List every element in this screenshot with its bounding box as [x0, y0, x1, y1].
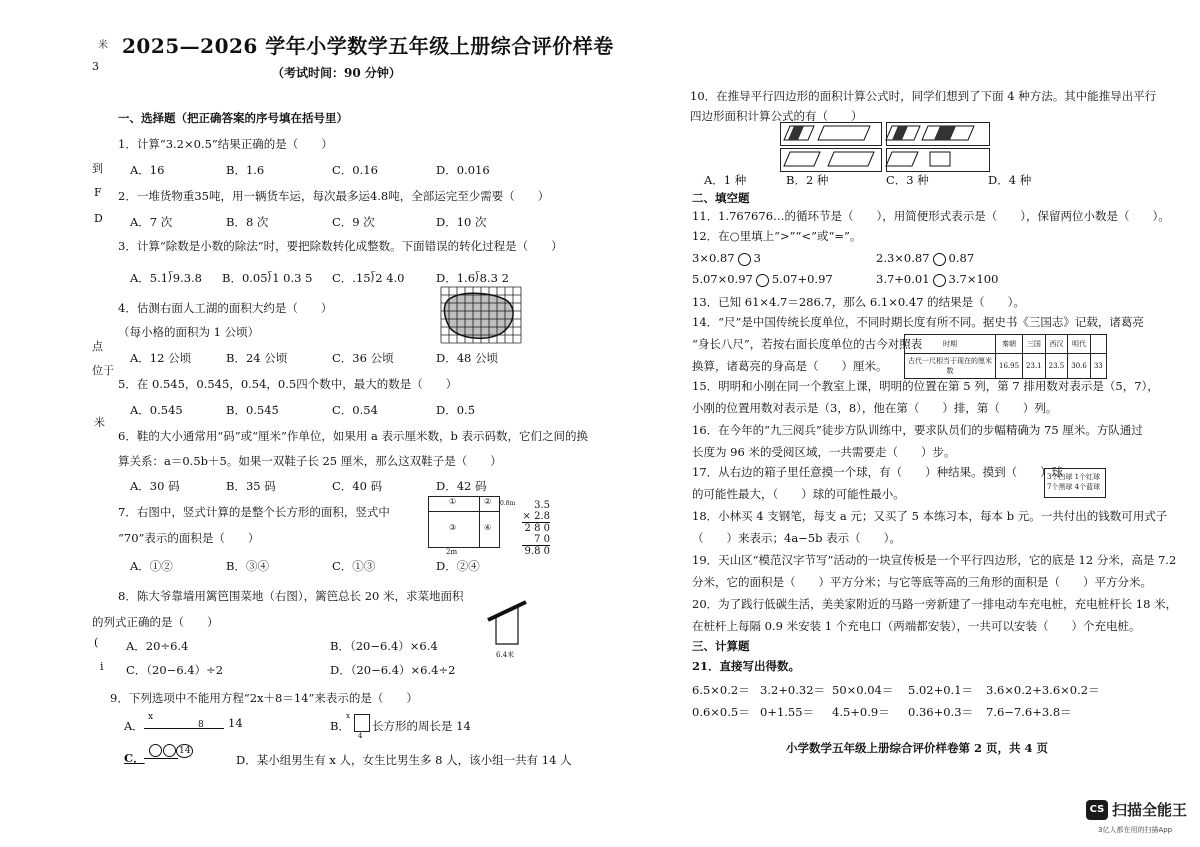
q1-option-a: A．16	[130, 163, 165, 177]
q3-option-c: C．.15⟌2 4.0	[332, 271, 405, 285]
q9-option-b-label: B．	[330, 719, 350, 733]
question-18-line2: （ ）来表示；4a−5b 表示（ ）。	[692, 531, 901, 545]
q9-a-x-label: x	[148, 712, 154, 722]
q4-option-b: B．24 公顷	[226, 351, 288, 365]
compare-item-2	[876, 251, 974, 266]
table-cell: 16.95	[996, 354, 1023, 379]
table-cell: 30.6	[1068, 354, 1091, 379]
question-20: 20．为了践行低碳生活，美美家附近的马路一旁新建了一排电动车充电桩，充电桩杆长 18 米，	[692, 597, 1178, 611]
ball-box-line-2: 7个黑球 4个蓝球	[1047, 483, 1101, 491]
calc-item: 0+1.55＝	[760, 705, 815, 719]
compare-left: 3×0.87	[692, 251, 735, 265]
calc-line-2: × 2.8	[522, 511, 550, 522]
q9-option-c-label: C．	[124, 751, 145, 765]
q9-option-a-label: A．	[124, 719, 144, 733]
calc-line-1: 3.5	[534, 500, 550, 511]
question-4: 4．估测右面人工湖的面积大约是（ ）	[118, 301, 333, 315]
camscanner-logo-icon: CS	[1086, 800, 1108, 820]
question-7-line2: “70”表示的面积是（ ）	[118, 531, 260, 545]
q10-option-d: D．4 种	[988, 173, 1032, 187]
compare-right: 0.87	[948, 251, 975, 265]
q9-option-d: D．某小组男生有 x 人，女生比男生多 8 人，该小组一共有 14 人	[236, 753, 572, 767]
calc-line-5: 9.8 0	[524, 546, 550, 557]
compare-left: 5.07×0.97	[692, 272, 753, 286]
garden-wall-figure	[482, 598, 532, 648]
question-17: 17．从右边的箱子里任意摸一个球，有（ ）种结果。摸到（ ）球	[692, 465, 1064, 479]
q10-option-a: A．1 种	[704, 173, 747, 187]
question-21: 21．直接写出得数。	[692, 659, 801, 673]
table-header-cell: 时期	[905, 335, 996, 354]
camscanner-tagline: 3亿人都在用的扫描App	[1098, 826, 1173, 834]
q8-option-d: D．（20−6.4）×6.4÷2	[330, 663, 456, 677]
calc-item: 6.5×0.2＝	[692, 683, 750, 697]
question-14: 14．“尺”是中国传统长度单位，不同时期长度有所不同。据史书《三国志》记载，诸葛亮	[692, 315, 1144, 329]
q8-option-c: C．（20−6.4）÷2	[126, 663, 224, 677]
compare-blank-icon[interactable]	[933, 274, 946, 287]
margin-mark: (	[94, 636, 99, 649]
q2-option-d: D．10 次	[436, 215, 487, 229]
table-header-cell: 西汉	[1045, 335, 1068, 354]
calc-item: 0.36+0.3＝	[908, 705, 974, 719]
rectangle-area-figure	[428, 496, 500, 548]
compare-blank-icon[interactable]	[756, 274, 769, 287]
q5-option-c: C．0.54̇	[332, 403, 378, 417]
q6-option-d: D．42 码	[436, 479, 487, 493]
question-12: 12．在○里填上“>”“<”或“=”。	[692, 229, 862, 243]
question-15-line2: 小刚的位置用数对表示是（3，8），他在第（ ）排，第（ ）列。	[692, 401, 1058, 415]
lake-grid-figure	[440, 286, 522, 344]
table-cell: 古代一尺相当于现在的厘米数	[905, 354, 996, 379]
question-3: 3．计算“除数是小数的除法”时，要把除数转化成整数。下面错误的转化过程是（ ）	[118, 239, 563, 253]
question-8-line2: 的列式正确的是（ ）	[92, 615, 219, 629]
vertical-calculation	[522, 500, 550, 557]
calc-item: 0.6×0.5＝	[692, 705, 750, 719]
table-cell: 23.1	[1023, 354, 1046, 379]
q9-a-8-label: 8	[198, 720, 204, 730]
table-cell: 23.5	[1045, 354, 1068, 379]
calc-item: 5.02+0.1＝	[908, 683, 974, 697]
question-1: 1．计算“3.2×0.5”结果正确的是（ ）	[118, 137, 333, 151]
q3-option-d: D．1.6⟌8.3 2	[436, 271, 509, 285]
camscanner-name: 扫描全能王	[1112, 801, 1188, 819]
question-14-line2: “身长八尺”，若按右面长度单位的古今对照表	[692, 337, 923, 351]
calc-item: 50×0.04＝	[832, 683, 894, 697]
q5-option-d: D．0.5̇	[436, 403, 476, 417]
compare-left: 3.7+0.01	[876, 272, 930, 286]
q6-option-b: B．35 码	[226, 479, 276, 493]
fig-dim-2m: 2m	[446, 548, 458, 556]
q5-option-a: A．0.545	[130, 403, 183, 417]
question-14-line3: 换算，诸葛亮的身高是（ ）厘米。	[692, 359, 888, 373]
margin-mark: F	[94, 186, 102, 199]
question-6-line2: 算关系：a＝0.5b＋5。如果一双鞋子长 25 厘米，那么这双鞋子是（ ）	[118, 454, 502, 468]
margin-mark: i	[100, 660, 104, 673]
question-10-line2: 四边形面积计算公式的有（ ）	[690, 109, 863, 123]
q4-note: （每小格的面积为 1 公顷）	[118, 325, 260, 339]
compare-item-3	[692, 272, 833, 287]
question-15: 15．明明和小刚在同一个教室上课，明明的位置在第 5 列，第 7 排用数对表示是（5，7），	[692, 379, 1159, 393]
q9-option-a-total: 14	[228, 716, 243, 730]
question-7: 7．右图中，竖式计算的是整个长方形的面积，竖式中	[118, 505, 390, 519]
q8-option-b: B．（20−6.4）×6.4	[330, 639, 438, 653]
calc-line-4: 7 0	[522, 534, 550, 546]
table-header-cell: 三国	[1023, 335, 1046, 354]
q3-option-b: B．0.05⟌1 0.3 5	[222, 271, 313, 285]
q4-option-d: D．48 公顷	[436, 351, 499, 365]
section-2-heading: 二、填空题	[692, 191, 750, 205]
question-18: 18．小林买 4 支钢笔，每支 a 元；又买了 5 本练习本，每本 b 元。一共付出的钱数可用式子	[692, 509, 1168, 523]
margin-mark: 到	[92, 162, 103, 175]
page-footer: 小学数学五年级上册综合评价样卷第 2 页，共 4 页	[786, 741, 1049, 755]
compare-item-4	[876, 272, 998, 287]
q2-option-a: A．7 次	[130, 215, 173, 229]
fig-label-4: ④	[484, 523, 492, 532]
ball-box-figure	[1044, 468, 1106, 498]
q6-option-a: A．30 码	[130, 479, 180, 493]
q7-option-d: D．②④	[436, 559, 480, 573]
q10-option-b: B．2 种	[786, 173, 829, 187]
question-19: 19．天山区“模范汉字节写”活动的一块宣传板是一个平行四边形，它的底是 12 分米，高是 7.2	[692, 553, 1177, 567]
question-5: 5．在 0.545，0.545̇，0.54̇，0.5四个数中，最大的数是（ ）	[118, 377, 458, 391]
q9-option-b-text: 长方形的周长是 14	[372, 719, 471, 733]
section-1-heading: 一、选择题（把正确答案的序号填在括号里）	[118, 111, 348, 125]
question-11: 11．1.767676…的循环节是（ ），用简便形式表示是（ ），保留两位小数是（ ）。	[692, 209, 1170, 223]
q9-b-x-label: x	[346, 712, 350, 720]
question-9: 9．下列选项中不能用方程“2x＋8＝14”来表示的是（ ）	[110, 691, 418, 705]
compare-right: 3	[753, 251, 761, 265]
q9-b-4-label: 4	[358, 732, 363, 740]
q10-option-c: C．3 种	[886, 173, 929, 187]
q7-option-c: C．①③	[332, 559, 376, 573]
compare-left: 2.3×0.87	[876, 251, 930, 265]
q2-option-c: C．9 次	[332, 215, 375, 229]
parallelogram-shapes	[780, 122, 988, 170]
length-unit-table	[904, 334, 1107, 379]
q9-option-a-diagram	[144, 714, 226, 730]
q7-option-a: A．①②	[130, 559, 173, 573]
margin-mark: 米	[94, 416, 105, 429]
section-3-heading: 三、计算题	[692, 639, 750, 653]
margin-mark: 米	[98, 40, 108, 51]
q9-option-b-rectangle	[354, 714, 370, 732]
question-16: 16．在今年的“九三阅兵”徒步方队训练中，要求队员们的步幅精确为 75 厘米。方队通过	[692, 423, 1143, 437]
q6-option-c: C．40 码	[332, 479, 383, 493]
table-header-cell: 秦朝	[996, 335, 1023, 354]
question-20-line2: 在桩杆上每隔 0.9 米安装 1 个充电口（两端都安装），一共可以安装（ ）个充电桩。	[692, 619, 1141, 633]
q5-option-b: B．0.545̇	[226, 403, 279, 417]
compare-blank-icon[interactable]	[738, 253, 751, 266]
margin-mark: 点	[92, 340, 103, 353]
table-cell: 33	[1090, 354, 1106, 379]
q2-option-b: B．8 次	[226, 215, 269, 229]
fig-label-2: ②	[484, 497, 492, 506]
calc-line-3: 2 8 0	[524, 523, 550, 534]
calc-item: 7.6−7.6+3.8＝	[986, 705, 1072, 719]
question-16-line2: 长度为 96 米的受阅区域，一共需要走（ ）步。	[692, 445, 956, 459]
compare-right: 5.07+0.97	[771, 272, 833, 286]
q8-option-a: A．20÷6.4	[126, 639, 189, 653]
page-title: 2025—2026 学年小学数学五年级上册综合评价样卷	[122, 34, 614, 58]
question-8: 8．陈大爷靠墙用篱笆围菜地（右图），篱笆总长 20 米，求菜地面积	[118, 589, 464, 603]
q9-option-c-weight: 14	[176, 744, 193, 758]
q1-option-b: B．1.6	[226, 163, 265, 177]
calc-item: 3.6×0.2+3.6×0.2＝	[986, 683, 1100, 697]
q3-option-a: A．5.1⟌9.3.8	[130, 271, 202, 285]
question-19-line2: 分米，它的面积是（ ）平方分米；与它等底等高的三角形的面积是（ ）平方分米。	[692, 575, 1152, 589]
exam-duration: （考试时间：90 分钟）	[272, 66, 401, 80]
margin-mark: 3	[92, 60, 99, 73]
q1-option-c: C．0.16	[332, 163, 378, 177]
q4-option-c: C．36 公顷	[332, 351, 394, 365]
q7-option-b: B．③④	[226, 559, 269, 573]
question-13: 13．已知 61×4.7＝286.7，那么 6.1×0.47 的结果是（ ）。	[692, 295, 1025, 309]
garden-width-label: 6.4米	[496, 651, 515, 659]
margin-mark: 位于	[92, 364, 114, 377]
compare-right: 3.7×100	[948, 272, 999, 286]
compare-item-1	[692, 251, 761, 266]
question-6: 6．鞋的大小通常用“码”或“厘米”作单位，如果用 a 表示厘米数，b 表示码数，它们之间的换	[118, 429, 589, 443]
question-2: 2．一堆货物重35吨，用一辆货车运，每次最多运4.8吨，全部运完至少需要（ ）	[118, 189, 550, 203]
ball-box-line-1: 3个白球 1个红球	[1047, 473, 1101, 481]
margin-mark: D	[94, 212, 103, 225]
fig-label-1: ①	[449, 497, 457, 506]
question-10: 10．在推导平行四边形的面积计算公式时，同学们想到了下面 4 种方法。其中能推导出平行	[690, 89, 1157, 103]
fig-label-3: ③	[449, 523, 457, 532]
q1-option-d: D．0.016	[436, 163, 490, 177]
question-17-line2: 的可能性最大，（ ）球的可能性最小。	[692, 487, 905, 501]
table-header-cell: 明代	[1068, 335, 1091, 354]
calc-item: 3.2+0.32＝	[760, 683, 826, 697]
fig-dim-08m: 0.8m	[500, 500, 516, 507]
q4-option-a: A．12 公顷	[130, 351, 192, 365]
calc-item: 4.5+0.9＝	[832, 705, 890, 719]
compare-blank-icon[interactable]	[933, 253, 946, 266]
